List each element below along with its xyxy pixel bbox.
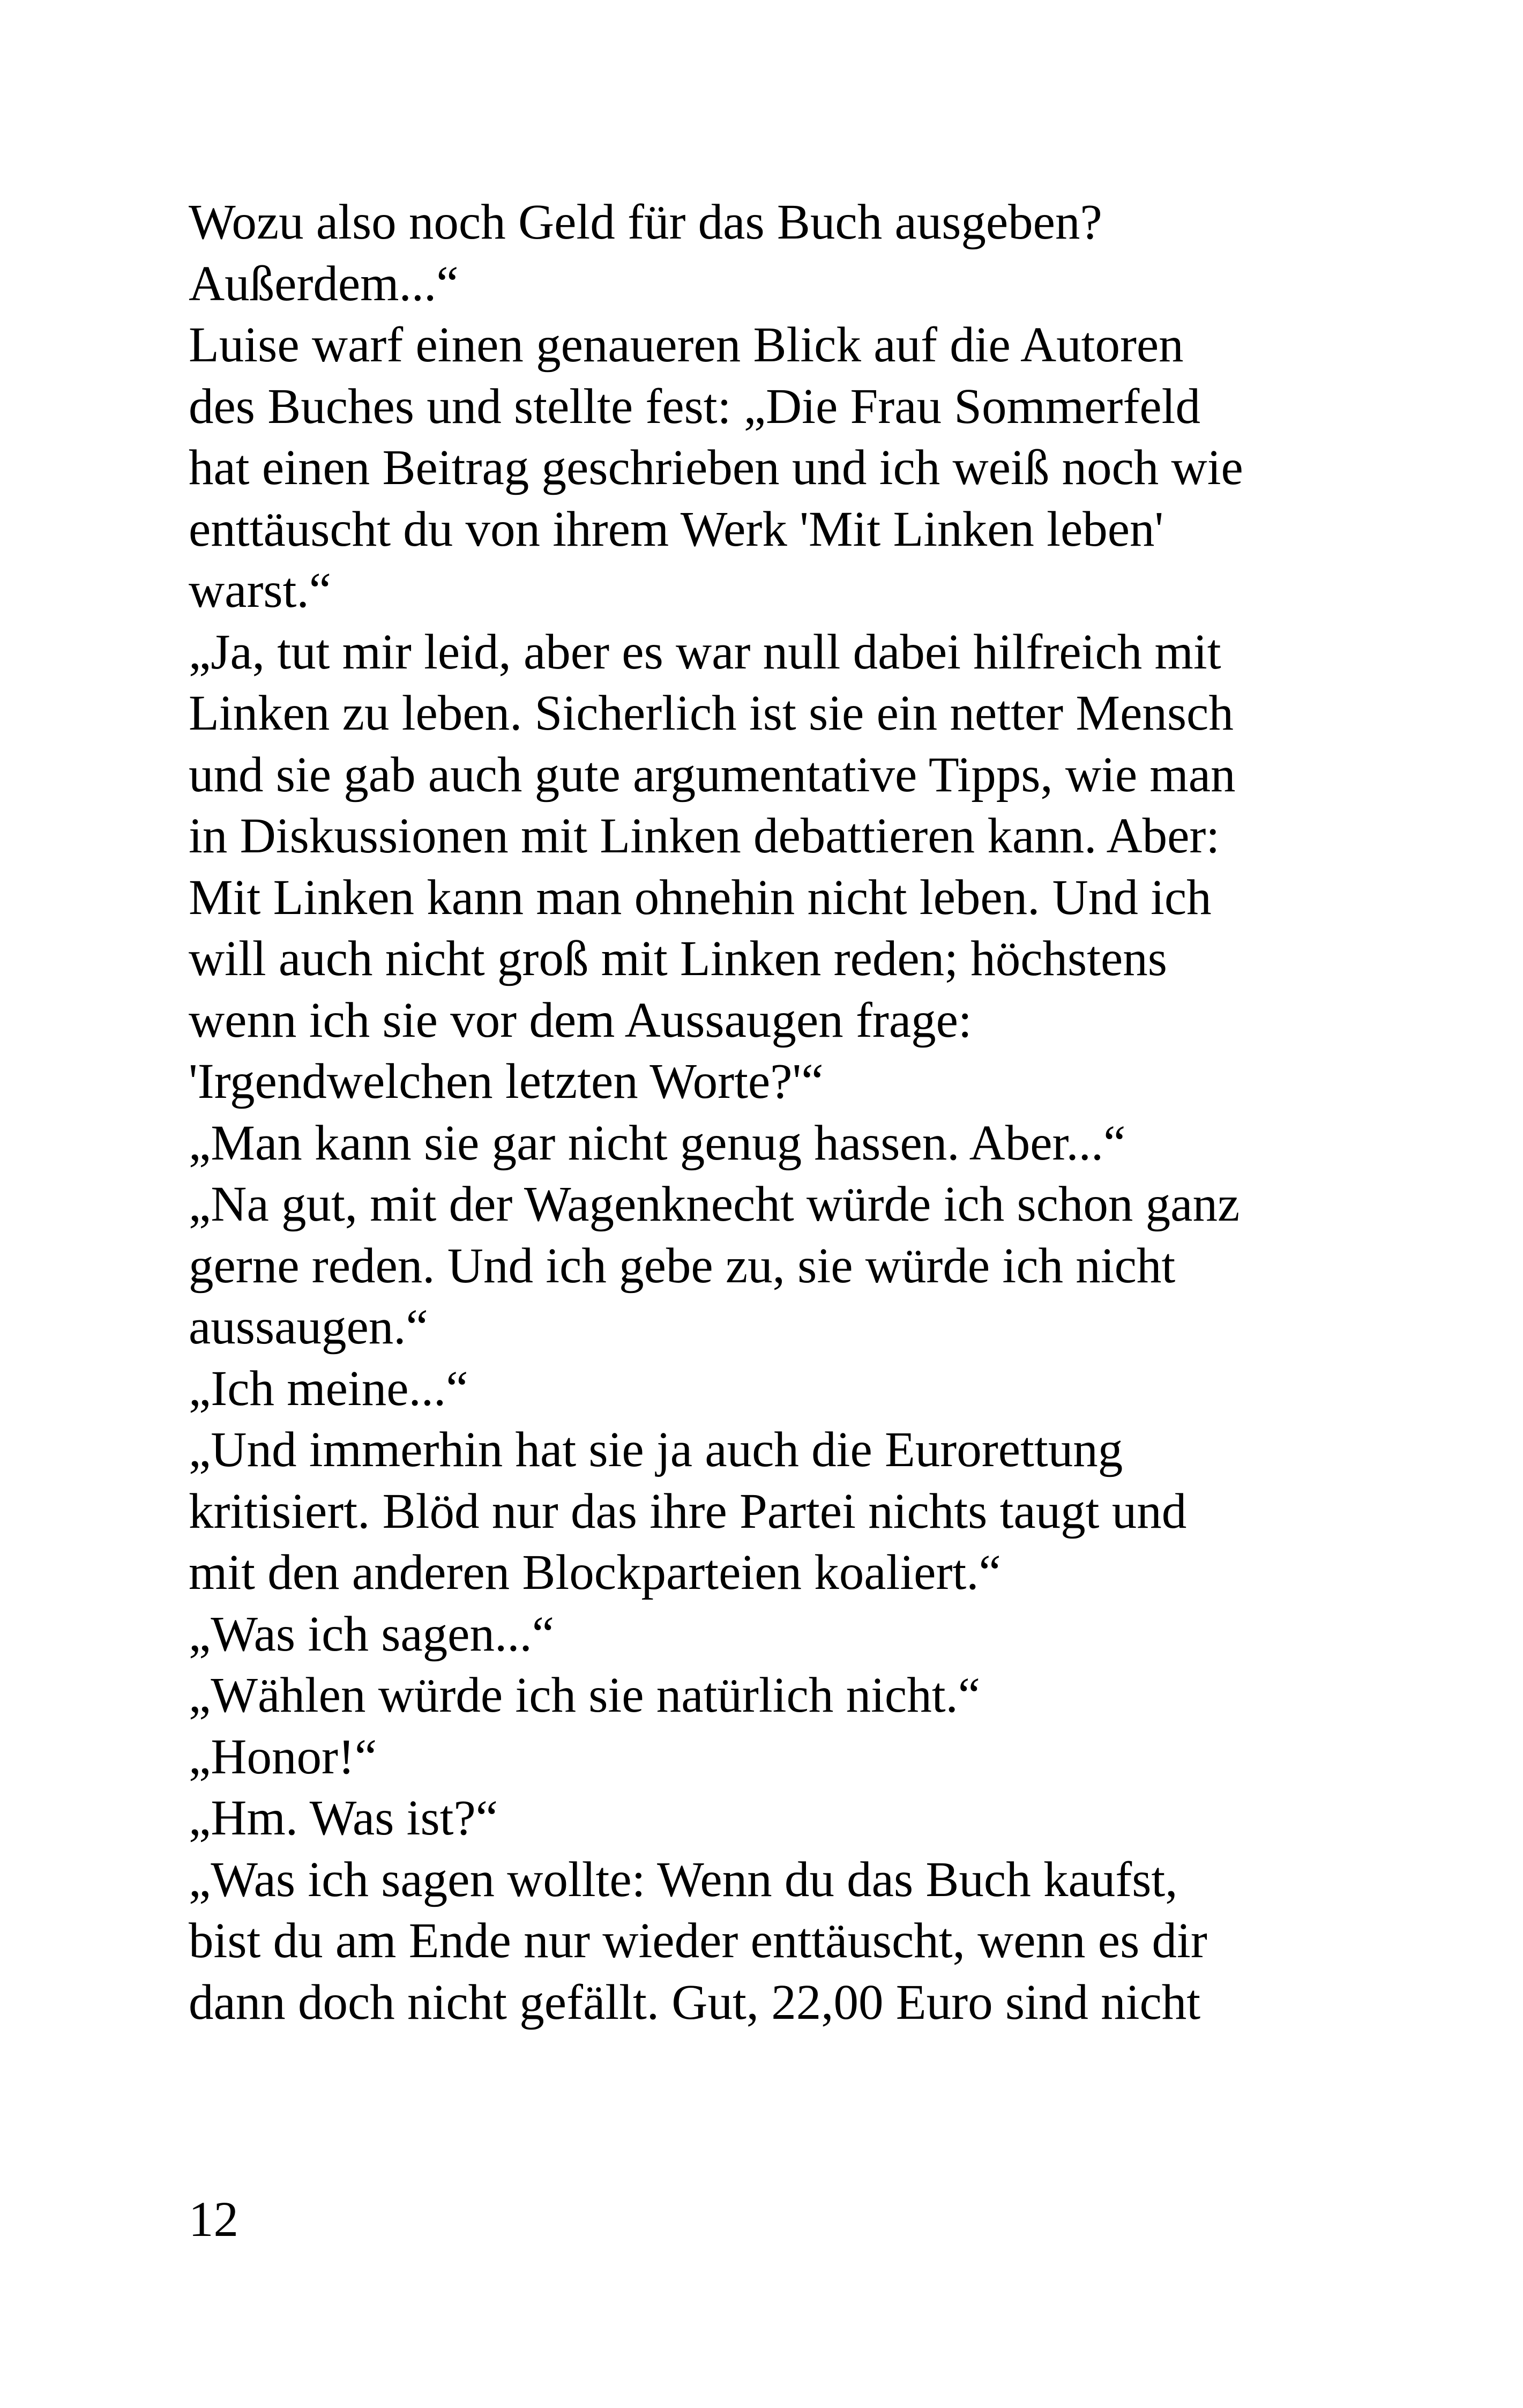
text-line: mit den anderen Blockparteien koaliert.“ [189,1545,1001,1600]
text-line: dann doch nicht gefällt. Gut, 22,00 Euro sind nicht [189,1974,1201,2030]
text-line: „Ja, tut mir leid, aber es war null dabei hilfreich mit [189,624,1221,680]
text-line: in Diskussionen mit Linken debattieren kann. Aber: [189,808,1220,864]
text-line: des Buches und stellte fest: „Die Frau Sommerfeld [189,378,1200,434]
text-line: gerne reden. Und ich gebe zu, sie würde ich nicht [189,1238,1176,1294]
text-line: 'Irgendwelchen letzten Worte?'“ [189,1054,824,1109]
text-line: warst.“ [189,563,331,618]
text-line: Luise warf einen genaueren Blick auf die Autoren [189,317,1184,373]
text-line: „Hm. Was ist?“ [189,1790,498,1846]
text-line: bist du am Ende nur wieder enttäuscht, wenn es dir [189,1913,1207,1968]
text-line: kritisiert. Blöd nur das ihre Partei nichts taugt und [189,1483,1187,1539]
text-line: hat einen Beitrag geschrieben und ich weiß noch wie [189,440,1243,495]
text-line: will auch nicht groß mit Linken reden; höchstens [189,931,1167,986]
text-line: „Wählen würde ich sie natürlich nicht.“ [189,1668,981,1723]
text-line: „Und immerhin hat sie ja auch die Eurorettung [189,1422,1123,1477]
text-line: und sie gab auch gute argumentative Tipps, wie man [189,747,1236,802]
text-line: Mit Linken kann man ohnehin nicht leben. Und ich [189,869,1212,925]
text-line: aussaugen.“ [189,1299,428,1355]
text-line: Wozu also noch Geld für das Buch ausgeben? [189,195,1102,250]
text-line: „Man kann sie gar nicht genug hassen. Aber...“ [189,1115,1126,1171]
page-number: 12 [189,2192,238,2247]
body-text [189,192,1368,2033]
text-line: „Na gut, mit der Wagenknecht würde ich schon ganz [189,1177,1240,1232]
text-line: „Ich meine...“ [189,1361,468,1416]
text-line: enttäuscht du von ihrem Werk 'Mit Linken leben' [189,501,1164,557]
text-line: Linken zu leben. Sicherlich ist sie ein netter Mensch [189,686,1234,741]
text-line: wenn ich sie vor dem Aussaugen frage: [189,992,972,1048]
text-line: „Was ich sagen wollte: Wenn du das Buch kaufst, [189,1852,1178,1907]
text-line: Außerdem...“ [189,256,459,311]
text-line: „Honor!“ [189,1729,377,1785]
text-line: „Was ich sagen...“ [189,1606,554,1662]
